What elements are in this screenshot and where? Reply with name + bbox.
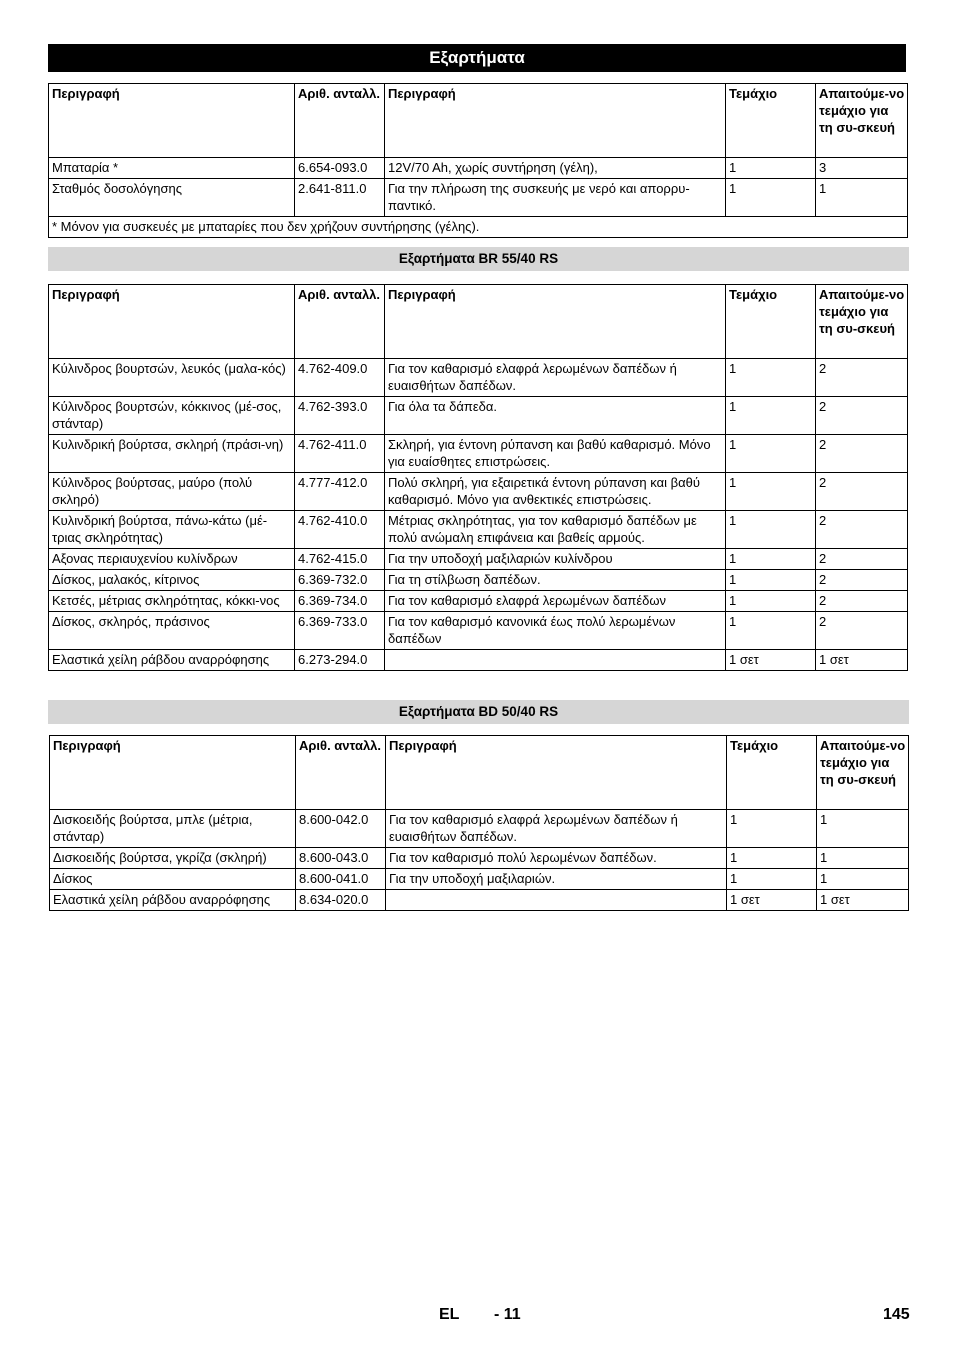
- table-cell: 6.273-294.0: [295, 650, 385, 671]
- column-header: Περιγραφή: [385, 285, 726, 359]
- table-header-row: [50, 736, 909, 810]
- table-cell: 1: [726, 591, 816, 612]
- column-header: Περιγραφή: [49, 285, 295, 359]
- table-cell: Κυλινδρική βούρτσα, σκληρή (πράσι-νη): [49, 435, 295, 473]
- table-cell: 1: [727, 869, 817, 890]
- table-cell: Για τον καθαρισμό κανονικά έως πολύ λερωμένων δαπέδων: [385, 612, 726, 650]
- table-header-row: [49, 84, 908, 158]
- table-cell: Σκληρή, για έντονη ρύπανση και βαθύ καθαρισμό. Μόνο για ευαίσθητες επιστρώσεις.: [385, 435, 726, 473]
- table-cell: Κύλινδρος βουρτσών, κόκκινος (μέ-σος, στάνταρ): [49, 397, 295, 435]
- table-cell: 1: [726, 397, 816, 435]
- table-note-row: [49, 217, 908, 238]
- table-cell: 8.600-042.0: [296, 810, 386, 848]
- table-cell: 3: [816, 158, 908, 179]
- table-cell: 6.369-732.0: [295, 570, 385, 591]
- table-cell: Δίσκος, σκληρός, πράσινος: [49, 612, 295, 650]
- table-cell: 2.641-811.0: [295, 179, 385, 217]
- table-cell: Μπαταρία *: [49, 158, 295, 179]
- table-cell: Αξονας περιαυχενίου κυλίνδρων: [49, 549, 295, 570]
- footer-lang: EL: [439, 1306, 460, 1323]
- table-row: [49, 359, 908, 397]
- column-header: Αριθ. ανταλλ.: [295, 285, 385, 359]
- table-cell: 1: [817, 869, 909, 890]
- column-header: Τεμάχιο: [727, 736, 817, 810]
- table-cell: 1 σετ: [727, 890, 817, 911]
- accessories-table-bd: [49, 735, 909, 911]
- table-cell: Δισκοειδής βούρτσα, γκρίζα (σκληρή): [50, 848, 296, 869]
- section-title-br: Εξαρτήματα BR 55/40 RS: [48, 247, 909, 271]
- table-row: [49, 158, 908, 179]
- table-cell: Ελαστικά χείλη ράβδου αναρρόφησης: [50, 890, 296, 911]
- table-cell: Για όλα τα δάπεδα.: [385, 397, 726, 435]
- table-cell: 2: [816, 397, 908, 435]
- table-cell: 1: [726, 359, 816, 397]
- page-title: Εξαρτήματα: [48, 44, 906, 72]
- table-row: [49, 591, 908, 612]
- table-cell: Δίσκος: [50, 869, 296, 890]
- table-cell: Ελαστικά χείλη ράβδου αναρρόφησης: [49, 650, 295, 671]
- table-cell: Κυλινδρική βούρτσα, πάνω-κάτω (μέ-τριας σκληρότητας): [49, 511, 295, 549]
- table-cell: 8.600-041.0: [296, 869, 386, 890]
- table-cell: 2: [816, 591, 908, 612]
- table-cell: 1: [727, 848, 817, 869]
- table-cell: 6.369-733.0: [295, 612, 385, 650]
- table-cell: 4.777-412.0: [295, 473, 385, 511]
- table-row: [50, 848, 909, 869]
- table-cell: 4.762-409.0: [295, 359, 385, 397]
- table-cell: Για τη στίλβωση δαπέδων.: [385, 570, 726, 591]
- table-cell: Κύλινδρος βουρτσών, λευκός (μαλα-κός): [49, 359, 295, 397]
- table-cell: Δίσκος, μαλακός, κίτρινος: [49, 570, 295, 591]
- table-cell: 4.762-411.0: [295, 435, 385, 473]
- table-row: [49, 570, 908, 591]
- table-cell: Για την υποδοχή μαξιλαριών.: [386, 869, 727, 890]
- table-row: [50, 869, 909, 890]
- table-cell: 1: [817, 848, 909, 869]
- column-header: Τεμάχιο: [726, 84, 816, 158]
- table-cell: 1: [726, 511, 816, 549]
- table-row: [49, 650, 908, 671]
- table-cell: 8.634-020.0: [296, 890, 386, 911]
- table-header-row: [49, 285, 908, 359]
- column-header: Περιγραφή: [49, 84, 295, 158]
- table-cell: Για την υποδοχή μαξιλαριών κυλίνδρου: [385, 549, 726, 570]
- table-cell: 2: [816, 473, 908, 511]
- table-cell: 1 σετ: [817, 890, 909, 911]
- table-cell: 4.762-415.0: [295, 549, 385, 570]
- table-cell: 4.762-410.0: [295, 511, 385, 549]
- table-cell: 2: [816, 612, 908, 650]
- table-cell: 1: [726, 435, 816, 473]
- accessories-table: [48, 83, 908, 238]
- table-cell: 4.762-393.0: [295, 397, 385, 435]
- footnote: * Μόνον για συσκευές με μπαταρίες που δεν χρήζουν συντήρησης (γέλης).: [49, 217, 908, 238]
- table-row: [49, 549, 908, 570]
- table-cell: Μέτριας σκληρότητας, για τον καθαρισμό δαπέδων με πολύ ανώμαλη επιφάνεια και βαθείς αρμούς.: [385, 511, 726, 549]
- column-header: Απαιτούμε-νο τεμάχιο για τη συ-σκευή: [816, 285, 908, 359]
- table-cell: Πολύ σκληρή, για εξαιρετικά έντονη ρύπανση και βαθύ καθαρισμό. Μόνο για ανθεκτικές επιστρώσεις.: [385, 473, 726, 511]
- table-cell: 1 σετ: [816, 650, 908, 671]
- table-cell: Κετσές, μέτριας σκληρότητας, κόκκι-νος: [49, 591, 295, 612]
- table-cell: 2: [816, 435, 908, 473]
- table-cell: 2: [816, 549, 908, 570]
- column-header: Τεμάχιο: [726, 285, 816, 359]
- table-cell: 6.654-093.0: [295, 158, 385, 179]
- table-cell: 1: [726, 549, 816, 570]
- table-cell: 1: [817, 810, 909, 848]
- table-cell: [385, 650, 726, 671]
- column-header: Περιγραφή: [385, 84, 726, 158]
- table-cell: Για τον καθαρισμό πολύ λερωμένων δαπέδων.: [386, 848, 727, 869]
- column-header: Περιγραφή: [50, 736, 296, 810]
- table-cell: 12V/70 Ah, χωρίς συντήρηση (γέλη),: [385, 158, 726, 179]
- table-cell: 1: [726, 179, 816, 217]
- table-cell: Κύλινδρος βούρτσας, μαύρο (πολύ σκληρό): [49, 473, 295, 511]
- table-cell: 8.600-043.0: [296, 848, 386, 869]
- table-row: [49, 473, 908, 511]
- table-cell: 1: [816, 179, 908, 217]
- table-cell: 1: [726, 570, 816, 591]
- table-cell: 2: [816, 511, 908, 549]
- section-title-bd: Εξαρτήματα BD 50/40 RS: [48, 700, 909, 724]
- table-row: [49, 612, 908, 650]
- table-row: [50, 890, 909, 911]
- table-cell: Για την πλήρωση της συσκευής με νερό και απορρυ-παντικό.: [385, 179, 726, 217]
- table-cell: Δισκοειδής βούρτσα, μπλε (μέτρια, στάνταρ): [50, 810, 296, 848]
- table-cell: 1: [726, 612, 816, 650]
- column-header: Αριθ. ανταλλ.: [295, 84, 385, 158]
- table-cell: 1: [727, 810, 817, 848]
- column-header: Περιγραφή: [386, 736, 727, 810]
- table-cell: Για τον καθαρισμό ελαφρά λερωμένων δαπέδων ή ευαισθήτων δαπέδων.: [386, 810, 727, 848]
- footer-page-number: 145: [883, 1306, 910, 1323]
- footer-local-page: - 11: [494, 1306, 521, 1323]
- column-header: Απαιτούμε-νο τεμάχιο για τη συ-σκευή: [816, 84, 908, 158]
- column-header: Απαιτούμε-νο τεμάχιο για τη συ-σκευή: [817, 736, 909, 810]
- table-cell: 6.369-734.0: [295, 591, 385, 612]
- table-cell: 2: [816, 570, 908, 591]
- table-cell: Για τον καθαρισμό ελαφρά λερωμένων δαπέδων: [385, 591, 726, 612]
- table-row: [49, 435, 908, 473]
- column-header: Αριθ. ανταλλ.: [296, 736, 386, 810]
- table-row: [50, 810, 909, 848]
- table-row: [49, 397, 908, 435]
- table-cell: Για τον καθαρισμό ελαφρά λερωμένων δαπέδων ή ευαισθήτων δαπέδων.: [385, 359, 726, 397]
- table-cell: 2: [816, 359, 908, 397]
- table-cell: 1: [726, 473, 816, 511]
- table-cell: 1 σετ: [726, 650, 816, 671]
- accessories-table-br: [48, 284, 908, 671]
- table-cell: Σταθμός δοσολόγησης: [49, 179, 295, 217]
- table-row: [49, 511, 908, 549]
- table-cell: [386, 890, 727, 911]
- table-row: [49, 179, 908, 217]
- table-cell: 1: [726, 158, 816, 179]
